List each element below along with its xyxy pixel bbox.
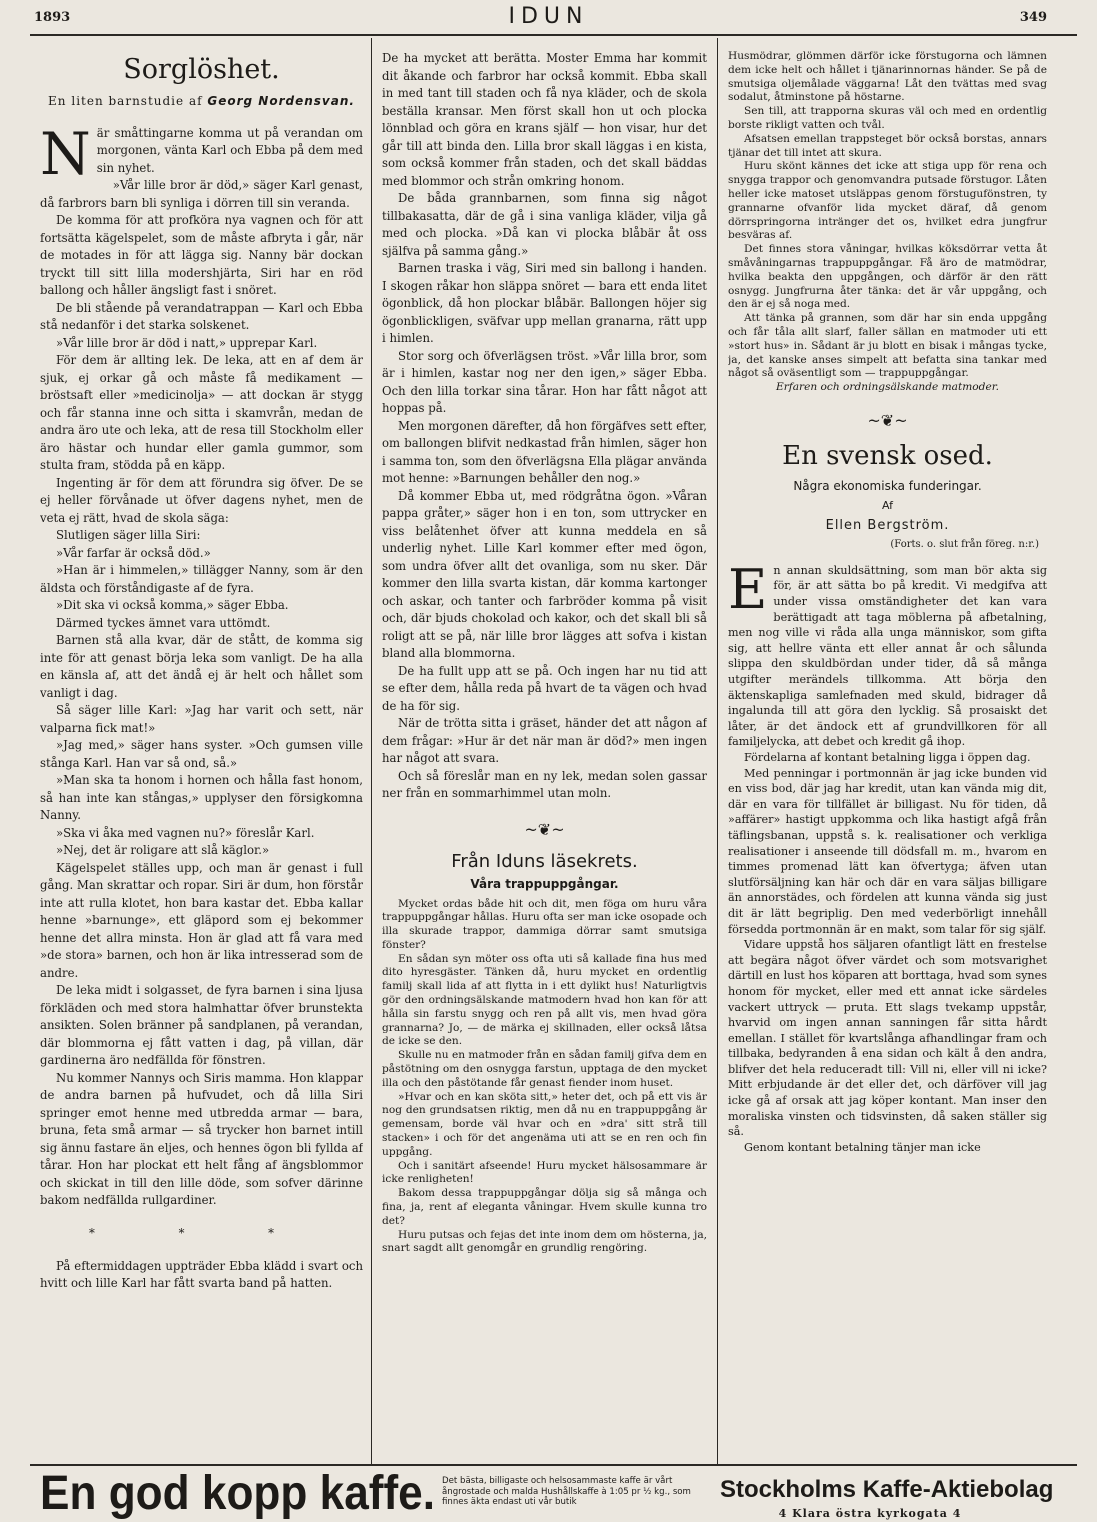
paragraph: De komma för att profköra nya vagnen och för att fortsätta kägelspelet, som de måste afbryta i går, när de motades in för att lägga sig. Nanny bär dockan tryckt till sitt lilla modershjärta, Siri har en röd ballong och håller ängsligt fast i snöret.: [40, 213, 363, 297]
paragraph: Därmed tyckes ämnet vara uttömdt.: [56, 615, 271, 630]
reader-section-title: Från Iduns läsekrets.: [451, 851, 638, 872]
paragraph: Att tänka på grannen, som där har sin enda uppgång och får tåla allt slarf, faller sällan en matmoder uti ett »stort hus» in. Sådant är ju blott en bisak i mångas tycke, ja, det kanske anses simpelt att befatta sina tankar med något så oväsentligt som — trappuppgångar.: [728, 312, 1047, 380]
paragraph: »Vår farfar är också död.»: [56, 545, 211, 560]
paragraph: är småttingarne komma ut på verandan om morgonen, vänta Karl och Ebba på dem med sin nyhet.: [96, 125, 363, 175]
paragraph: Barnen stå alla kvar, där de stått, de komma sig inte för att genast börja leka som vanligt. De ha alla en känsla af, att det ändå ej är helt och hållet som vanligt i dag.: [40, 633, 363, 700]
paragraph: »Vår lille bror är död,» säger Karl genast, då farbrors barn bli synliga i dörren till sin veranda.: [40, 178, 363, 210]
story-title: Sorglöshet.: [123, 54, 280, 85]
paragraph: Genom kontant betalning tänjer man icke: [744, 1140, 981, 1154]
reader-body: [382, 898, 707, 1257]
ad-address: 4 Klara östra kyrkogata 4: [778, 1507, 962, 1520]
column-rule-2: [717, 38, 718, 1464]
year: 1893: [34, 10, 71, 25]
column-rule-1: [371, 38, 372, 1464]
paragraph: Kägelspelet ställes upp, och man är genast i full gång. Man skrattar och ropar. Siri är dum, hon förstår inte att rulla klotet, hon bara kastar det. Ebba kallar henne »barnunge», ett gläpord som ej bekommer henne det allra minsta. Hon är glad att få vara med »de stora» barnen, och hon är lika intresserad som de andre.: [40, 860, 363, 980]
reader-signature: Erfaren och ordningsälskande matmoder.: [775, 381, 999, 394]
continuation-note: (Forts. o. slut från föreg. n:r.): [890, 539, 1039, 551]
paragraph: »Dit ska vi också komma,» säger Ebba.: [56, 598, 289, 612]
paragraph: De båda grannbarnen, som finna sig något tillbakasatta, där de gå i sina vanliga kläder, vilja gå med och plocka. »Då kan vi plocka blåbär åt oss själfva på samma gång.»: [382, 191, 707, 258]
story-author: Georg Nordensvan.: [207, 94, 355, 108]
paragraph: Vidare uppstå hos säljaren ofantligt lätt en frestelse att begära något öfver värdet och som motsvarighet därtill en lust hos köparen att borttaga, hvad som synes honom för mycket, eller med ett annat icke särdeles vackert uttryck — pruta. Ett slags tvekamp uppstår, hvarvid om ingen annan sanningen får sitta hårdt emellan. I stället för kvartslånga afhandlingar fram och tillbaka, bedyranden å ena sidan och kält å den andra, blifver det hela reduceradt till: Vill ni, eller vill ni icke? Mitt erbjudande är det eller det, och därföver vill jag icke gå af orsak att jag köper kontant. Man inser den moraliska vinsten och tidsvinsten, då saken ställer sig så.: [728, 938, 1047, 1139]
paragraph: En sådan syn möter oss ofta uti så kallade fina hus med dito hyresgäster. Tänken då, huru mycket en ordentlig familj skall lida af att flytta in i ett dylikt hus! Naturligtvis gör den ordningsälskande matmodern hvad hon kan för att hålla sin farstu snygg och ren på allt vis, men hvad göra grannarna? Jo, — de märka ej skillnaden, eller också låtsa de icke se den.: [382, 952, 707, 1048]
paragraph: Då kommer Ebba ut, med rödgråtna ögon. »Våran pappa gråter,» säger hon i en ton, som uttrycker en viss belåtenhet öfver att kunna meddela en så underlig nyhet. Lille Karl kommer efter med ögon, som undra öfver allt det ovanliga, som nu sker. Där kommer den lilla svarta kistan, där komma kartonger och askar, och tanter och farbröder komma på visit och, där bjuds chokolad och kakor, och det skall bli så roligt att se på, när lille bror lägges att sofva i kistan bland alla blommorna.: [382, 488, 707, 660]
byline-text: En liten barnstudie af: [48, 94, 203, 108]
drop-cap: N: [40, 119, 91, 188]
paragraph: Slutligen säger lilla Siri:: [56, 528, 201, 542]
reader-subtitle: Våra trappuppgångar.: [470, 877, 619, 891]
paragraph: Det finnes stora våningar, hvilkas köksdörrar vetta åt småvåningarnas trappuppgångar. Få äro de matmödrar, hvilka beakta den uppgången, och därför är den rätt osnygg. Jungfrurna åter tänka: det är vår uppgång, och den är ej så noga med.: [728, 243, 1047, 311]
paragraph: De leka midt i solgasset, de fyra barnen i sina ljusa förkläden och med stora halmhattar öfver brunstekta ansikten. Solen bränner på sandplanen, på verandan, där blommorna ej fått vatten i dag, på villan, där gardinerna äro nedfällda för fönstren.: [40, 983, 363, 1067]
paragraph: Sen till, att trapporna skuras väl och med en ordentlig borste rikligt vatten och tvål.: [728, 105, 1047, 131]
paragraph: Huru skönt kännes det icke att stiga upp för rena och snygga trappor och genomvandra putsade förstugor. Låten heller icke matoset utsläppas genom förstugufönstren, ty grannarne ofvanför lida mycket däraf, då genom dörrspringorna intränger det os, hvilket edra jungfrur besväras af.: [728, 160, 1047, 242]
ad-company: Stockholms Kaffe-Aktiebolag: [720, 1476, 1054, 1503]
paragraph: Barnen traska i väg, Siri med sin ballong i handen. I skogen råkar hon släppa snöret — bara ett enda litet ögonblick, då hon plockar blåbär. Ballongen höjer sig ögonblickligen, sväfvar upp mellan granarna, rätt upp i himlen.: [382, 261, 707, 345]
paragraph: De bli stående på verandatrappan — Karl och Ebba stå nedanför i det starka solskenet.: [40, 300, 363, 332]
section-break-stars: * * *: [89, 1225, 314, 1240]
paragraph: »Nej, det är roligare att slå käglor.»: [56, 843, 270, 857]
masthead: IDUN: [508, 4, 589, 29]
paragraph: Afsatsen emellan trappsteget bör också borstas, annars tjänar det till intet att skura.: [728, 132, 1047, 159]
paragraph: Huru putsas och fejas det inte inom dem om hösterna, ja, snart sagdt allt genomgår en grundlig rengöring.: [382, 1228, 707, 1255]
ad-slogan: En god kopp kaffe.: [40, 1467, 436, 1520]
paragraph: Ingenting är för dem att förundra sig öfver. De se ej heller förvånade ut öfver dagens nyhet, men de veta ej rätt, hvad de skola säga:: [40, 475, 363, 525]
paragraph: När de trötta sitta i gräset, händer det att någon af dem frågar: »Hur är det när man är död?» men ingen har något att svara.: [382, 716, 707, 765]
paragraph: Med penningar i portmonnän är jag icke bunden vid en viss bod, där jag har kredit, utan kan vända mig dit, där en vara för tillfället är billigast. Nu för tiden, då »affärer» hastigt uppkomma och lika hastigt afgå från täflingsbanan, uppstå s. k. realisationer och verkliga realisationer i anseende till dödsfall m. m., hvarom en timmes promenad lätt kan öfvertyga; äfven utan slutförsäljning kan här och där en vara säljas billigare än annorstädes, och fördelen att kunna vända sig just dit är lätt begriplig. Den med vederbörligt innehåll försedda portmonnän är en makt, som talar för sig själf.: [728, 766, 1047, 936]
paragraph: På eftermiddagen uppträder Ebba klädd i svart och hvitt och lille Karl har fått svarta band på hatten.: [40, 1258, 363, 1290]
paragraph: »Han är i himmelen,» tillägger Nanny, som är den äldsta och förståndigaste af de fyra.: [40, 563, 363, 595]
paragraph: Och så föreslår man en ny lek, medan solen gassar ner från en sommarhimmel utan moln.: [382, 768, 707, 800]
paragraph: Så säger lille Karl: »Jag har varit och sett, när valparna fick mat!»: [40, 703, 363, 735]
paragraph: Skulle nu en matmoder från en sådan familj gifva dem en påstötning om den osnygga farstun, upptaga de den mycket illa och den påstötande får genast fiender inom huset.: [382, 1049, 707, 1089]
paragraph: De ha fullt upp att se på. Och ingen har nu tid att se efter dem, hålla reda på hvart de ta vägen och hvad de ha för sig.: [382, 663, 707, 713]
header-rule: [30, 34, 1077, 36]
ornament: ~❦~: [867, 410, 908, 430]
paragraph: Husmödrar, glömmen därför icke förstugorna och lämnen dem icke helt och hållet i tjänarinnornas händer. Se på de smutsiga oljemålade väggarna! Låt den tvättas med svag sodalut, åtminstone på höstarne.: [728, 50, 1047, 104]
advertisement: [0, 1466, 1097, 1522]
paragraph: »Man ska ta honom i hornen och hålla fast honom, så han inte kan stångas,» upplyser den försigkomna Nanny.: [40, 773, 363, 822]
column-1: [40, 52, 363, 1462]
essay-author: Ellen Bergström.: [825, 517, 950, 533]
ornament: ~❦~: [524, 819, 565, 839]
paragraph: De ha mycket att berätta. Moster Emma har kommit dit åkande och farbror har också kommit. Ebba skall in med tant till staden och få nya kläder, och de skola beställa kransar. Men först skall hon ut och plocka lönnblad och göra en krans själf — hon visar, hur det går till att binda den. Lilla bror skall läggas i en kista, som också kommer från staden, och det skall bäddas med blommor och strån omkring honom.: [382, 51, 707, 188]
paragraph: Mycket ordas både hit och dit, men föga om huru våra trappuppgångar hållas. Huru ofta ser man icke osopade och illa skurade trappor, dammiga dörrar samt smutsiga fönster?: [382, 897, 707, 951]
essay-title: En svensk osed.: [782, 440, 993, 471]
paragraph: Men morgonen därefter, då hon förgäfves sett efter, om ballongen blifvit nedkastad från himlen, säger hon i samma ton, som den öfverlägsna Ella plägar använda mot henne: »Barnungen behåller den nog.»: [382, 418, 707, 485]
paragraph: »Vår lille bror är död i natt,» upprepar Karl.: [56, 335, 318, 350]
essay-subtitle: Några ekonomiska funderingar.: [793, 478, 982, 493]
column-2: [382, 50, 707, 1462]
paragraph: Fördelarna af kontant betalning ligga i öppen dag.: [744, 751, 1031, 765]
paragraph: »Jag med,» säger hans syster. »Och gumsen ville stånga Karl. Han var så ond, så.»: [40, 738, 363, 770]
drop-cap: E: [728, 557, 768, 621]
story-byline: [40, 93, 363, 111]
ad-text: Det bästa, billigaste och helsosammaste kaffe är vårt ångrostade och malda Hushållskaffe à 1:05 pr ½ kg., som finnes äkta endast uti vår butik: [442, 1476, 691, 1507]
paragraph: »Hvar och en kan sköta sitt,» heter det, och på ett vis är nog den grundsatsen riktig, men då nu en trappuppgång är gemensam, borde väl hvar och en »dra' sitt strå till stacken» i och för det angenäma uti att se en ren och fin uppgång.: [382, 1090, 707, 1158]
paragraph: Stor sorg och öfverlägsen tröst. »Vår lilla bror, som är i himlen, kastar nog ner den igen,» säger Ebba. Och den lilla torkar sina tårar. Hon har fått något att hoppas på.: [382, 348, 707, 415]
paragraph: n annan skuldsättning, som man bör akta sig för, är att sätta bo på kredit. Vi medgifva att under vissa omständigheter det kan vara berättigadt att taga möblerna på afbetalning, men nog ville vi råda alla unga människor, som gifta sig, att hellre vänta ett eller annat år och sålunda slippa den skuldbördan under tider, då så många utgifter merändels tillkomma. Att börja den äktenskapliga samlefnaden med skuld, bidrager då ingalunda till att göra den lycklig. Så prosaiskt det låter, är det ändock ett af grundvillkoren för all familjelycka, att debet och kredit gå ihop.: [728, 563, 1047, 749]
page-header: [0, 0, 1097, 38]
paragraph: Och i sanitärt afseende! Huru mycket hälsosammare är icke renligheten!: [382, 1159, 707, 1186]
page-number: 349: [1019, 10, 1047, 25]
paragraph: Nu kommer Nannys och Siris mamma. Hon klappar de andra barnen på hufvudet, och då lilla Siri springer emot henne med utbredda armar — bara, bruna, feta små armar — så trycker hon barnet intill sig ännu fastare än eljes, och hennes ögon bli fyllda af tårar. Hon har plockat ett helt fång af ängsblommor och skickat in till den lille döde, som sofver därinne bakom nedfällda rullgardiner.: [40, 1070, 363, 1207]
column-3: [728, 50, 1047, 1462]
paragraph: För dem är allting lek. De leka, att en af dem är sjuk, ej orkar gå och måste få medikament — bröstsaft eller »medicinolja» — att dockan är stygg och får stanna inne och sitta i skamvrån, medan de andra äro ute och leka, att de resa till Stockholm eller äro hästar och hundar eller gamla gummor, som stulta fram, stödda på en käpp.: [40, 353, 363, 472]
paragraph: Bakom dessa trappuppgångar dölja sig så många och fina, ja, rent af eleganta våningar. Hvem skulle kunna tro det?: [382, 1187, 707, 1227]
essay-af: Af: [881, 499, 893, 513]
paragraph: »Ska vi åka med vagnen nu?» föreslår Karl.: [56, 825, 315, 840]
reader-body-continued: [728, 50, 1047, 395]
